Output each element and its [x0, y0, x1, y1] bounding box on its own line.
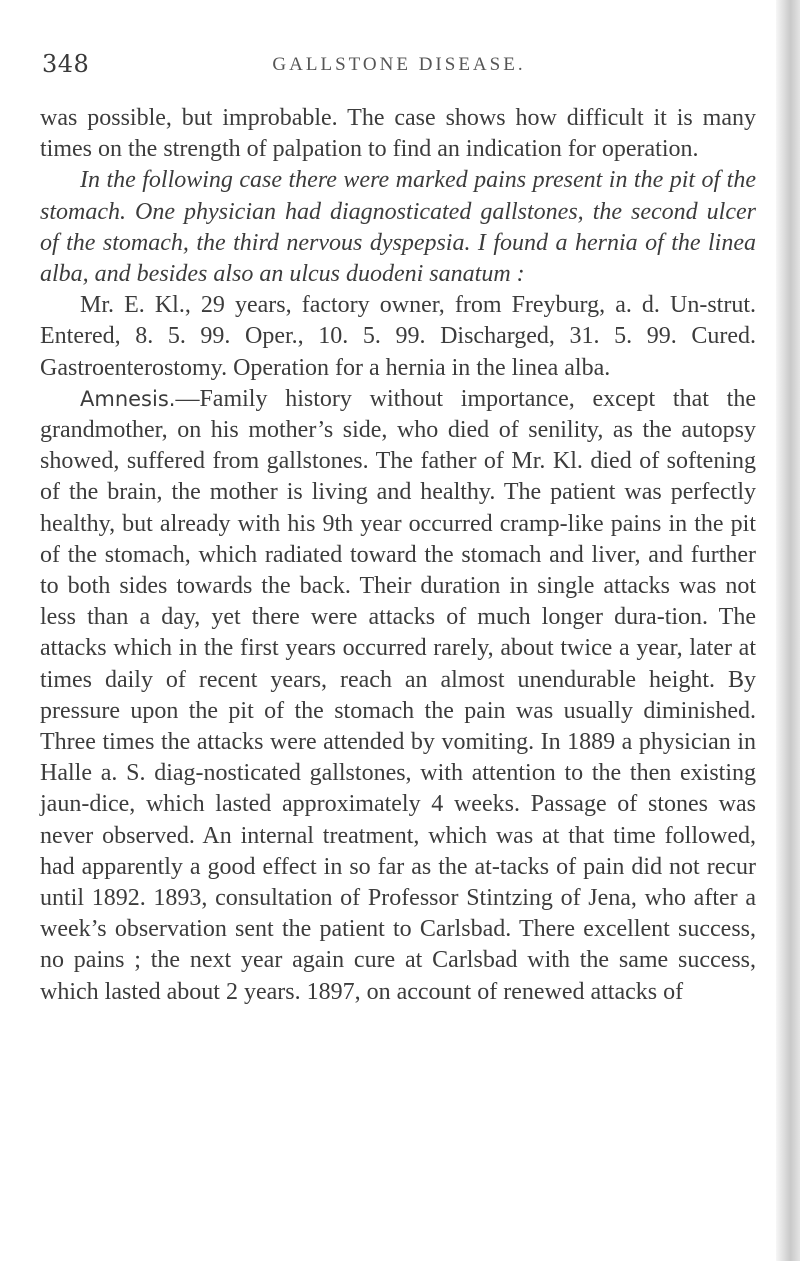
paragraph-continuation: was possible, but improbable. The case shows how difficult it is many times on the strength of palpation to find an indication for operation. [40, 105, 756, 163]
paragraph-case-record: Mr. E. Kl., 29 years, factory owner, from Freyburg, a. d. Un-strut. Entered, 8. 5. 99. Oper., 10. 5. 99. Discharged, 31. 5. 99. Cured. Gastroenterostomy. Operation for a hernia in the linea alba. [40, 292, 756, 381]
amnesis-text: —Family history without importance, except that the grandmother, on his mother’s side, who died of senility, as the autopsy showed, suffered from gallstones. The father of Mr. Kl. died of softening of the brain, the mother is living and healthy. The patient was perfectly healthy, but already with his 9th year occurred cramp-like pains in the pit of the stomach, which radiated toward the stomach and liver, and further to both sides towards the back. Their duration in single attacks was not less than a day, yet there were attacks of much longer dura-tion. The attacks which in the first years occurred rarely, about twice a year, later at times daily of recent years, reach an almost unendurable height. By pressure upon the pit of the stomach the pain was usually diminished. Three times the attacks were attended by vomiting. In 1889 a physician in Halle a. S. diag-nosticated gallstones, with attention to the then existing jaun-dice, which lasted approximately 4 weeks. Passage of stones was never observed. An internal treatment, which was at that time followed, had apparently a good effect in so far as the at-tacks of pain did not recur until 1892. 1893, consultation of Professor Stintzing of Jena, who after a week’s observation sent the patient to Carlsbad. There excellent success, no pains ; the next year again cure at Carlsbad with the same success, which lasted about 2 years. 1897, on account of renewed attacks of [40, 385, 756, 1005]
body-text [40, 103, 756, 1008]
page-edge-shadow [776, 0, 800, 1261]
paragraph-case-intro: In the following case there were marked pains present in the pit of the stomach. One physician had diagnosticated gallstones, the second ulcer of the stomach, the third nervous dyspepsia. I found a hernia of the linea alba, and besides also an ulcus duodeni sanatum : [40, 167, 756, 288]
running-title: GALLSTONE DISEASE. [272, 54, 526, 75]
paragraph-amnesis [40, 384, 756, 1008]
running-head [42, 50, 756, 90]
amnesis-heading: Amnesis. [80, 386, 176, 411]
page-number: 348 [42, 50, 90, 78]
